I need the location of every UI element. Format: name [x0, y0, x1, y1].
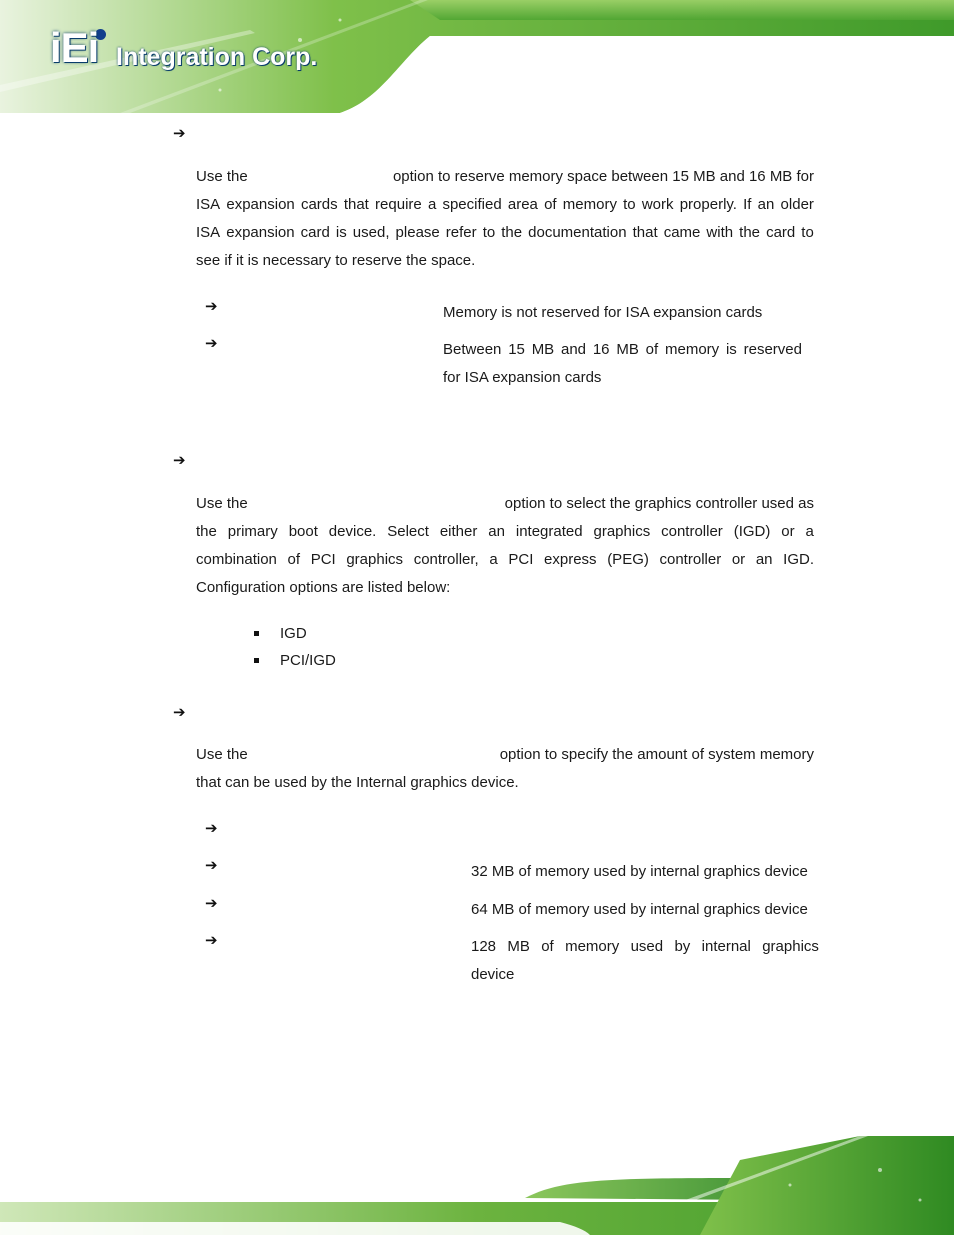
- section3-option-2-desc: [471, 858, 808, 886]
- section1-line-4: see if it is necessary to reserve the space.: [196, 252, 476, 269]
- section1-option-2-line-1: Between 15 MB and 16 MB of memory is reserved: [443, 341, 802, 358]
- section1-option-2-desc: [443, 336, 802, 392]
- right-arrow-icon: ➔: [205, 334, 218, 352]
- right-arrow-icon: ➔: [205, 894, 218, 912]
- footer-banner: [0, 1130, 954, 1235]
- section3-option-4-desc: [471, 933, 819, 989]
- section2-line-1: option to select the graphics controller used as: [504, 495, 814, 512]
- right-arrow-icon: ➔: [205, 819, 218, 837]
- section3-description: [196, 741, 814, 797]
- section1-line-1: option to reserve memory space between 15 MB and 16 MB for: [392, 168, 814, 185]
- right-arrow-icon: ➔: [205, 297, 218, 315]
- section1-line-2: ISA expansion cards that require a specified area of memory to work properly. If an older: [196, 196, 814, 213]
- section3-intro-prefix: Use the: [196, 746, 248, 763]
- section2-line-2: the primary boot device. Select either an integrated graphics controller (IGD) or a: [196, 523, 814, 540]
- section1-description: [196, 163, 814, 275]
- section3-line-1: option to specify the amount of system memory: [499, 746, 814, 763]
- logo-company-name: Integration Corp.: [116, 43, 318, 71]
- right-arrow-icon: ➔: [173, 124, 186, 142]
- section3-option-3-line-1: 64 MB of memory used by internal graphics device: [471, 901, 808, 918]
- section1-option-1-line-1: Memory is not reserved for ISA expansion cards: [443, 304, 763, 321]
- section3-line-2: that can be used by the Internal graphics device.: [196, 774, 519, 791]
- bullet-label: IGD: [280, 625, 307, 642]
- bullet-label: PCI/IGD: [280, 652, 336, 669]
- section3-option-4-line-2: device: [471, 966, 515, 983]
- list-item: [280, 624, 307, 644]
- footer-graphic: [0, 1130, 954, 1235]
- list-item: [280, 651, 336, 671]
- section2-line-4: Configuration options are listed below:: [196, 579, 451, 596]
- header-banner: [0, 0, 954, 115]
- section1-option-2-line-2: for ISA expansion cards: [443, 369, 602, 386]
- section3-option-2-line-1: 32 MB of memory used by internal graphics device: [471, 863, 808, 880]
- section3-option-4-line-1: 128 MB of memory used by internal graphics: [471, 938, 819, 955]
- section1-line-2-wrap: [196, 191, 814, 219]
- logo-iei: iEi: [50, 24, 99, 71]
- section1-line-3-wrap: [196, 219, 814, 247]
- right-arrow-icon: ➔: [173, 703, 186, 721]
- section1-line-3: ISA expansion card is used, please refer to the documentation that came with the card to: [196, 224, 814, 241]
- right-arrow-icon: ➔: [173, 451, 186, 469]
- section1-intro-prefix: Use the: [196, 168, 248, 185]
- section3-option-3-desc: [471, 896, 808, 924]
- right-arrow-icon: ➔: [205, 931, 218, 949]
- section2-description: [196, 490, 814, 602]
- section2-intro-prefix: Use the: [196, 495, 248, 512]
- square-bullet-icon: [254, 631, 259, 636]
- right-arrow-icon: ➔: [205, 856, 218, 874]
- section1-option-1-desc: [443, 299, 762, 327]
- square-bullet-icon: [254, 658, 259, 663]
- section2-line-3: combination of PCI graphics controller, a PCI express (PEG) controller or an IGD.: [196, 551, 814, 568]
